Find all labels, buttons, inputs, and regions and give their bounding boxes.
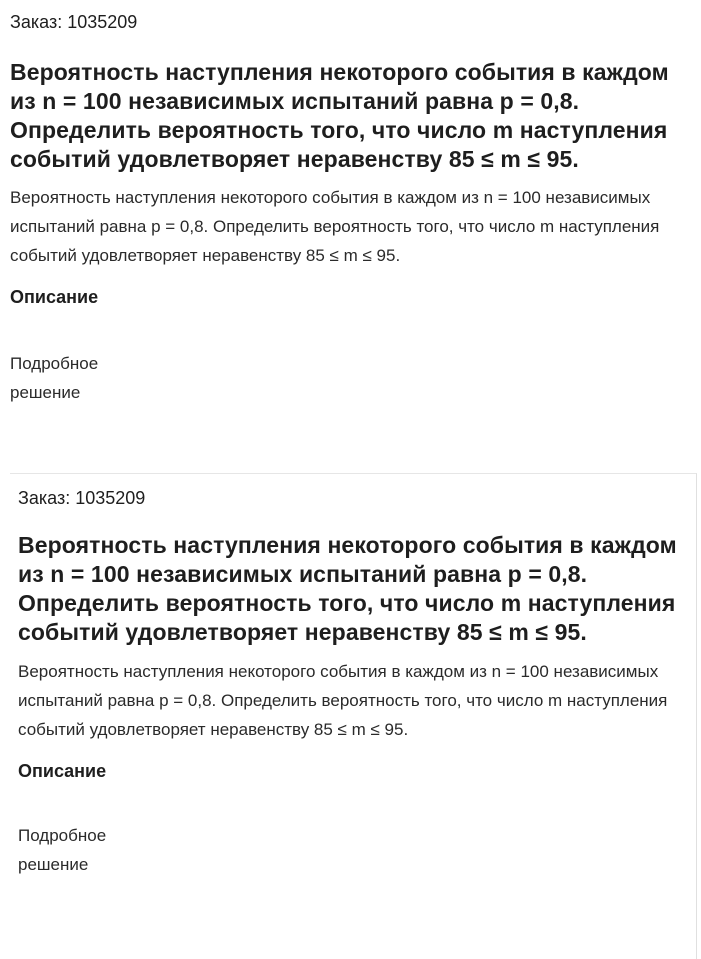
detailed-solution-link[interactable]: Подробное решение — [18, 826, 107, 874]
detailed-solution-link[interactable]: Подробное решение — [10, 354, 99, 402]
order-number: Заказ: 1035209 — [10, 12, 138, 32]
problem-text: Вероятность наступления некоторого события в каждом из n = 100 независимых испытаний равна p = 0,8. Определить вероятность того, что число m наступления событий удовлетворяет неравенству 85 ≤ m ≤ 95. — [18, 662, 668, 739]
order-number: Заказ: 1035209 — [18, 488, 146, 508]
problem-title: Вероятность наступления некоторого события в каждом из n = 100 независимых испытаний равна p = 0,8. Определить вероятность того, что число m наступления событий удовлетворяет неравенству 85 ≤ m ≤ 95. — [18, 532, 677, 645]
order-card-2 — [10, 473, 697, 959]
problem-text: Вероятность наступления некоторого события в каждом из n = 100 независимых испытаний равна p = 0,8. Определить вероятность того, что число m наступления событий удовлетворяет неравенству 85 ≤ m ≤ 95. — [10, 188, 660, 265]
description-heading: Описание — [18, 761, 107, 781]
description-heading: Описание — [10, 287, 99, 307]
order-card-1 — [0, 0, 701, 407]
problem-title: Вероятность наступления некоторого события в каждом из n = 100 независимых испытаний равна p = 0,8. Определить вероятность того, что число m наступления событий удовлетворяет неравенству 85 ≤ m ≤ 95. — [10, 59, 669, 172]
